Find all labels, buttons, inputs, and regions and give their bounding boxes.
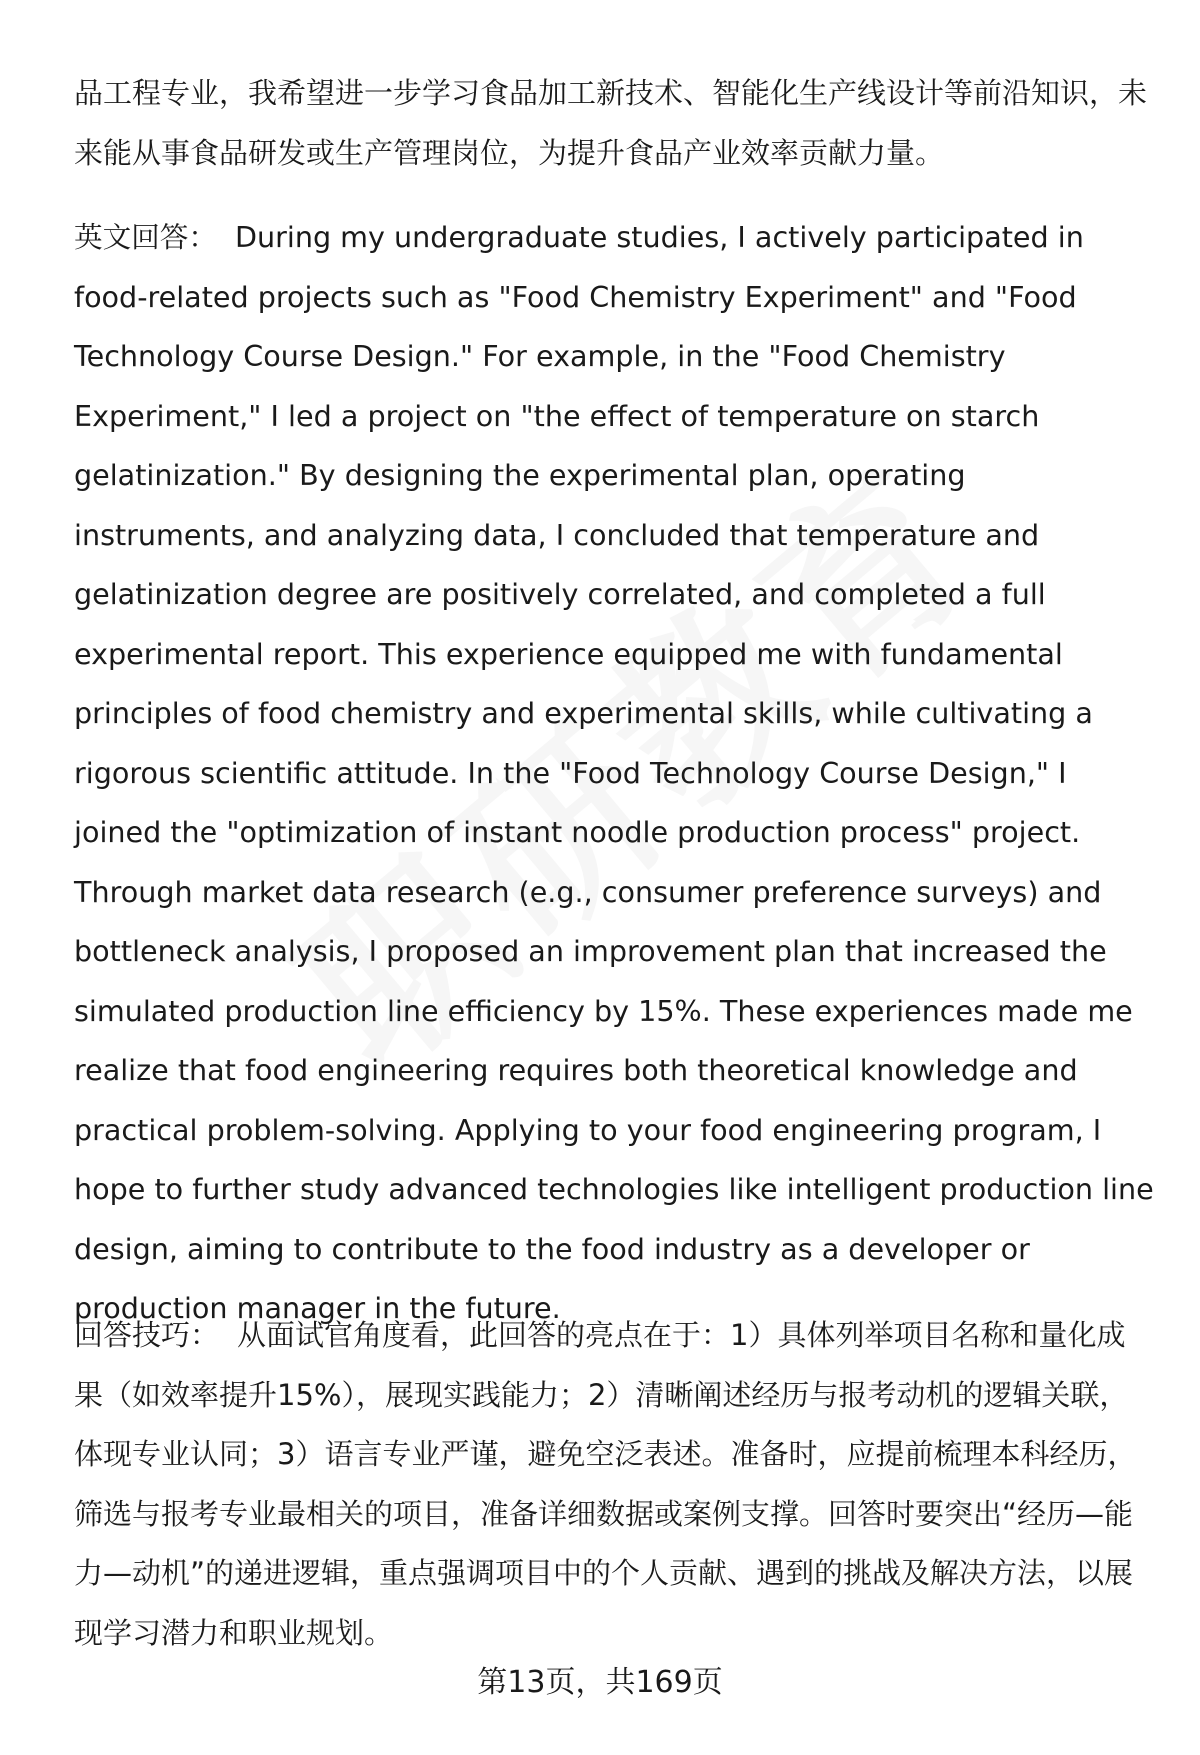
english-answer-paragraph bbox=[74, 208, 1154, 1339]
answer-tips-paragraph bbox=[74, 1306, 1154, 1663]
page-number-footer: 第13页，共169页 bbox=[477, 1665, 723, 1700]
english-answer-label: 英文回答： bbox=[74, 220, 217, 254]
chinese-answer-continuation: 品工程专业，我希望进一步学习食品加工新技术、智能化生产线设计等前沿知识，未来能从事食品研发或生产管理岗位，为提升食品产业效率贡献力量。 bbox=[74, 76, 1148, 170]
answer-tips-label: 回答技巧： bbox=[74, 1318, 220, 1352]
english-answer-text: During my undergraduate studies, I actively participated in food-related projects such as "Food Chemistry Experiment" and "Food Technology Course Design." For example, in the "Food Chemistry Experiment," I led a project on "the effect of temperature on starch gelatinization." By designing the experimental plan, operating instruments, and analyzing data, I concluded that temperature and gelatinization degree are positively correlated, and completed a full experimental report. This experience equipped me with fundamental principles of food chemistry and experimental skills, while cultivating a rigorous scientific attitude. In the "Food Technology Course Design," I joined the "optimization of instant noodle production process" project. Through market data research (e.g., consumer preference surveys) and bottleneck analysis, I proposed an improvement plan that increased the simulated production line efficiency by 15%. These experiences made me realize that food engineering requires both theoretical knowledge and practical problem-solving. Applying to your food engineering program, I hope to further study advanced technologies like intelligent production line design, aiming to contribute to the food industry as a developer or production manager in the future. bbox=[74, 220, 1154, 1325]
answer-tips-text: 从面试官角度看，此回答的亮点在于：1）具体列举项目名称和量化成果（如效率提升15%），展现实践能力；2）清晰阐述经历与报考动机的逻辑关联，体现专业认同；3）语言专业严谨，避免空泛表述。准备时，应提前梳理本科经历，筛选与报考专业最相关的项目，准备详细数据或案例支撑。回答时要突出“经历—能力—动机”的递进逻辑，重点强调项目中的个人贡献、遇到的挑战及解决方法，以展现学习潜力和职业规划。 bbox=[74, 1318, 1137, 1650]
